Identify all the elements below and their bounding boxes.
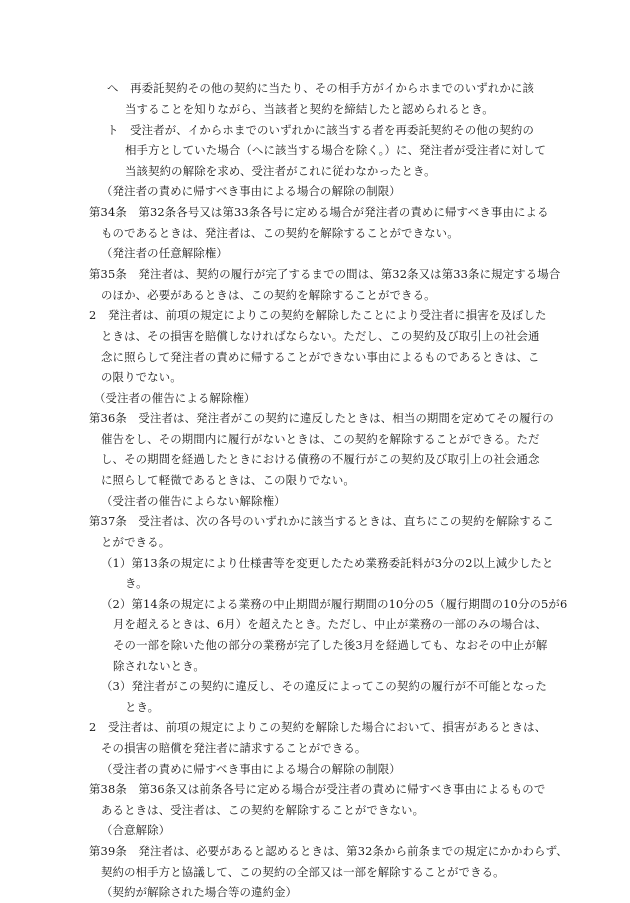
article-35-para2-line-2: ときは、その損害を賠償しなければならない。ただし、この契約及び取引上の社会通	[101, 329, 540, 343]
clause-to-line-3: 当該契約の解除を求め、受注者がこれに従わなかったとき。	[125, 164, 436, 178]
article-35-para2-line-3: 念に照らして発注者の責めに帰することができない事由によるものであるときは、こ	[101, 350, 540, 364]
article-38-line-2: あるときは、受注者は、この契約を解除することができない。	[101, 803, 425, 817]
article-37-item2-line-2: 月を超えるときは、6月）を超えたとき。ただし、中止が業務の一部のみの場合は、	[113, 617, 547, 631]
article-37-item3-line-2: とき。	[125, 700, 160, 714]
article-37-item1-line-1: （1）第13条の規定により仕様書等を変更したため業務委託料が3分の2以上減少したと	[101, 556, 554, 570]
article-37-item2-line-1: （2）第14条の規定による業務の中止期間が履行期間の10分の5（履行期間の10分の5が6	[101, 597, 568, 611]
heading-art38: （受注者の責めに帰すべき事由による場合の解除の制限）	[101, 762, 401, 776]
article-37-item2-line-4: 除されないとき。	[113, 659, 205, 673]
article-37-line-1: 第37条 受注者は、次の各号のいずれかに該当するときは、直ちにこの契約を解除するこ	[89, 514, 554, 528]
article-37-item1-line-2: き。	[125, 576, 148, 590]
article-37-item2-line-3: その一部を除いた他の部分の業務が完了した後3月を経過しても、なおその中止が解	[113, 638, 548, 652]
article-37-para2-line-1: 2 受注者は、前項の規定によりこの契約を解除した場合において、損害があるときは、	[89, 720, 547, 734]
article-39-line-2: 契約の相手方と協議して、この契約の全部又は一部を解除することができる。	[101, 865, 505, 879]
clause-to-line-2: 相手方としていた場合（へに該当する場合を除く。）に、発注者が受注者に対して	[125, 143, 547, 157]
heading-art40: （契約が解除された場合等の違約金）	[101, 885, 298, 899]
heading-art36: （受注者の催告による解除権）	[94, 391, 256, 405]
article-37-item3-line-1: （3）発注者がこの契約に違反し、その違反によってこの契約の履行が不可能となった	[101, 679, 547, 693]
article-35-line-1: 第35条 発注者は、契約の履行が完了するまでの間は、第32条又は第33条に規定する場合	[89, 267, 561, 281]
article-36-line-4: に照らして軽微であるときは、この限りでない。	[101, 473, 355, 487]
clause-he-line-1: へ 再委託契約その他の契約に当たり、その相手方がイからホまでのいずれかに該	[107, 81, 535, 95]
heading-art35: （発注者の任意解除権）	[101, 246, 228, 260]
article-34-line-1: 第34条 第32条各号又は第33条各号に定める場合が発注者の責めに帰すべき事由による	[89, 205, 549, 219]
article-37-para2-line-2: その損害の賠償を発注者に請求することができる。	[101, 741, 367, 755]
heading-art34: （発注者の責めに帰すべき事由による場合の解除の制限）	[101, 184, 401, 198]
article-35-line-2: のほか、必要があるときは、この契約を解除することができる。	[101, 288, 436, 302]
heading-art39: （合意解除）	[101, 823, 171, 837]
clause-he-line-2: 当することを知りながら、当該者と契約を締結したと認められるとき。	[125, 102, 494, 116]
article-37-line-2: とができる。	[101, 535, 171, 549]
article-35-para2-line-4: の限りでない。	[101, 370, 182, 384]
article-39-line-1: 第39条 発注者は、必要があると認めるときは、第32条から前条までの規定にかかわらず、	[89, 844, 568, 858]
heading-art37: （受注者の催告によらない解除権）	[101, 494, 286, 508]
article-36-line-2: 催告をし、その期間内に履行がないときは、この契約を解除することができる。ただ	[101, 432, 540, 446]
article-34-line-2: ものであるときは、発注者は、この契約を解除することができない。	[101, 226, 459, 240]
clause-to-line-1: ト 受注者が、イからホまでのいずれかに該当する者を再委託契約その他の契約の	[107, 123, 535, 137]
article-38-line-1: 第38条 第36条又は前条各号に定める場合が受注者の責めに帰すべき事由によるもので	[89, 782, 546, 796]
article-36-line-3: し、その期間を経過したときにおける債務の不履行がこの契約及び取引上の社会通念	[101, 452, 540, 466]
article-35-para2-line-1: 2 発注者は、前項の規定によりこの契約を解除したことにより受注者に損害を及ぼした	[89, 308, 547, 322]
article-36-line-1: 第36条 受注者は、発注者がこの契約に違反したときは、相当の期間を定めてその履行の	[89, 411, 554, 425]
